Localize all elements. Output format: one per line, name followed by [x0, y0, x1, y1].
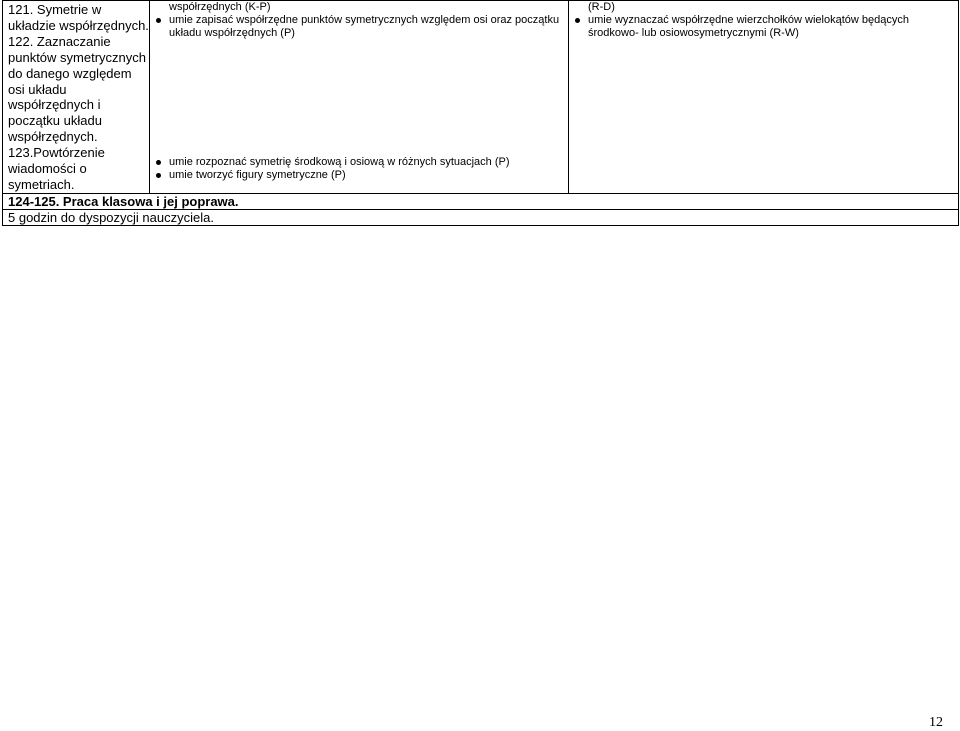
requirement-item: umie zapisać współrzędne punktów symetrycznych względem osi oraz początku układu współrzędnych (P)	[155, 14, 568, 40]
continued-text: współrzędnych (K-P)	[169, 1, 271, 13]
lesson-122: 122. Zaznaczanie punktów symetrycznych do danego względem osi układu współrzędnych i początku układu współrzędnych.	[8, 33, 146, 145]
requirement-item: umie rozpoznać symetrię środkową i osiową w różnych sytuacjach (P)	[155, 156, 568, 169]
exam-row: 124-125. Praca klasowa i jej poprawa.	[3, 193, 959, 209]
table-row	[3, 193, 959, 209]
table-row	[3, 209, 959, 225]
curriculum-table	[2, 0, 959, 226]
requirement-item: umie wyznaczać współrzędne wierzchołków wielokątów będących środkowo- lub osiowosymetrycznymi (R-W)	[574, 14, 958, 40]
teacher-hours-row: 5 godzin do dyspozycji nauczyciela.	[3, 209, 959, 225]
extended-requirements-cell	[569, 1, 959, 194]
spacer	[155, 40, 568, 156]
lesson-topics-cell	[3, 1, 150, 194]
lesson-121: 121. Symetrie w układzie współrzędnych.	[8, 2, 149, 33]
lesson-123: 123.Powtórzenie wiadomości o symetriach.	[8, 145, 105, 192]
table-row	[3, 1, 959, 194]
continued-text: (R-D)	[588, 1, 615, 13]
basic-requirements-cell	[150, 1, 569, 194]
page-number: 12	[929, 715, 943, 730]
requirement-item: umie tworzyć figury symetryczne (P)	[155, 169, 568, 182]
